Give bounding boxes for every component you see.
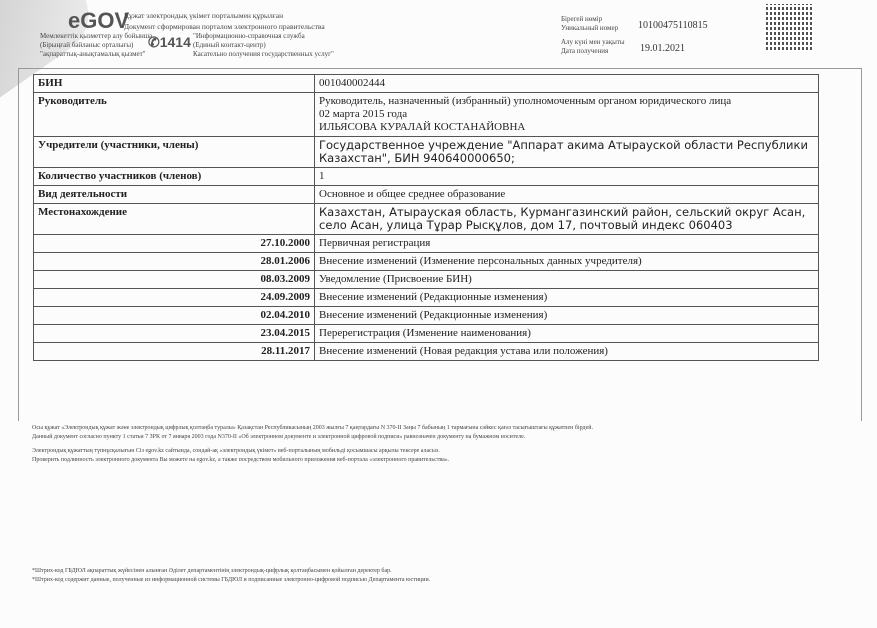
- text: *Штрих-код содержит данные, полученные из информационной системы ГБДЮЛ и подписанные электронно-цифровой подписью Департамента юстиции.: [32, 577, 431, 583]
- service-ru: [193, 32, 334, 59]
- text: Проверить подлинность электронного документа Вы можете на egov.kz, а также посредством мобильного приложения веб-портала «электронного правительства».: [32, 457, 450, 463]
- header-line-kz: Құжат электрондық үкімет порталымен құрылған: [124, 11, 284, 20]
- table-row: [34, 75, 819, 93]
- table-row: [34, 93, 819, 137]
- text: Бірегей нөмір: [561, 15, 603, 23]
- text: Данный документ согласно пункту 1 статьи 7 ЗРК от 7 января 2003 года N370-II «Об электронном документе и электронной цифровой подписи» равнозначен документу на бумажном носителе.: [32, 434, 526, 440]
- history-row: [34, 235, 819, 253]
- history-row: [34, 289, 819, 307]
- history-event: Первичная регистрация: [315, 235, 819, 253]
- verify-notice: [32, 447, 449, 465]
- history-event: Перерегистрация (Изменение наименования): [315, 325, 819, 343]
- table-row: [34, 204, 819, 235]
- history-event: Внесение изменений (Редакционные изменения): [315, 307, 819, 325]
- row-value: Казахстан, Атырауская область, Курмангазинский район, сельский округ Асан, село Асан, улица Тұрар Рысқұлов, дом 17, почтовый индекс 060403: [315, 204, 819, 235]
- phone-number: [148, 34, 191, 51]
- history-date: 27.10.2000: [34, 235, 315, 253]
- history-date: 28.11.2017: [34, 343, 315, 361]
- history-date: 08.03.2009: [34, 271, 315, 289]
- egov-logo: eGOV: [68, 8, 130, 33]
- row-label: Вид деятельности: [34, 186, 315, 204]
- history-date: 23.04.2015: [34, 325, 315, 343]
- history-row: [34, 307, 819, 325]
- text: Осы құжат «Электрондық құжат және электрондық цифрлық қолтаңба туралы» Қазақстан Республикасының 2003 жылғы 7 қаңтардағы N 370-II Заңы 7 бабының 1 тармағына сәйкес қағаз тасығыштағы құжатпен бірдей.: [32, 425, 593, 431]
- text: (Единый контакт-центр): [193, 41, 266, 49]
- history-date: 28.01.2006: [34, 253, 315, 271]
- text: Дата получения: [561, 47, 609, 55]
- date-label: [561, 38, 625, 56]
- row-label: Местонахождение: [34, 204, 315, 235]
- phone-icon: ✆: [148, 34, 160, 50]
- header-line-ru: Документ сформирован порталом электронного правительства: [124, 22, 325, 31]
- text: (Бірыңғай байланыс орталығы): [40, 41, 134, 49]
- history-date: 02.04.2010: [34, 307, 315, 325]
- table-row: [34, 168, 819, 186]
- barcode-note: [32, 567, 430, 585]
- phone-text: 1414: [159, 34, 191, 50]
- text: Касательно получения государственных услуг": [193, 50, 334, 58]
- history-row: [34, 271, 819, 289]
- text: Алу күні мен уақыты: [561, 38, 625, 46]
- company-info-table: [33, 74, 819, 361]
- service-kz: [40, 32, 152, 59]
- legal-notice: [32, 424, 593, 442]
- text: Электрондық құжаттың түпнұсқалығын Сіз egov.kz сайтында, сондай-ақ «электрондық үкімет» веб-порталының мобильді қосымшасы арқылы тексере аласыз.: [32, 448, 440, 454]
- history-row: [34, 343, 819, 361]
- history-event: Уведомление (Присвоение БИН): [315, 271, 819, 289]
- row-value: Руководитель, назначенный (избранный) уполномоченным органом юридического лица 02 марта 2015 года ИЛЬЯСОВА КУРАЛАЙ КОСТАНАЙОВНА: [315, 93, 819, 137]
- history-row: [34, 325, 819, 343]
- text: "ақпараттық-анықтамалық қызмет": [40, 50, 146, 58]
- text: "Информационно-справочная служба: [193, 32, 305, 40]
- history-event: Внесение изменений (Редакционные изменения): [315, 289, 819, 307]
- unique-label: [561, 15, 618, 33]
- row-value: Государственное учреждение "Аппарат акима Атырауской области Республики Казахстан", БИН 940640000650;: [315, 137, 819, 168]
- row-label: Руководитель: [34, 93, 315, 137]
- qr-code: [766, 4, 814, 52]
- row-label: Количество участников (членов): [34, 168, 315, 186]
- text: *Штрих-код ГБДЮЛ ақпараттық жүйесінен алынған Әділет департаментінің электрондық-цифрлық қолтаңбасымен қойылған деректер бар.: [32, 568, 392, 574]
- text: Уникальный номер: [561, 24, 619, 32]
- history-event: Внесение изменений (Изменение персональных данных учредителя): [315, 253, 819, 271]
- row-value: Основное и общее среднее образование: [315, 186, 819, 204]
- received-date: 19.01.2021: [640, 43, 685, 54]
- table-row: [34, 137, 819, 168]
- header-title: [124, 10, 325, 32]
- history-date: 24.09.2009: [34, 289, 315, 307]
- row-value: 1: [315, 168, 819, 186]
- table-row: [34, 186, 819, 204]
- row-label: БИН: [34, 75, 315, 93]
- row-value: 001040002444: [315, 75, 819, 93]
- row-label: Учредители (участники, члены): [34, 137, 315, 168]
- history-row: [34, 253, 819, 271]
- unique-number: 10100475110815: [638, 20, 708, 31]
- history-event: Внесение изменений (Новая редакция устава или положения): [315, 343, 819, 361]
- text: Мемлекеттік қызметтер алу бойынша: [40, 32, 153, 40]
